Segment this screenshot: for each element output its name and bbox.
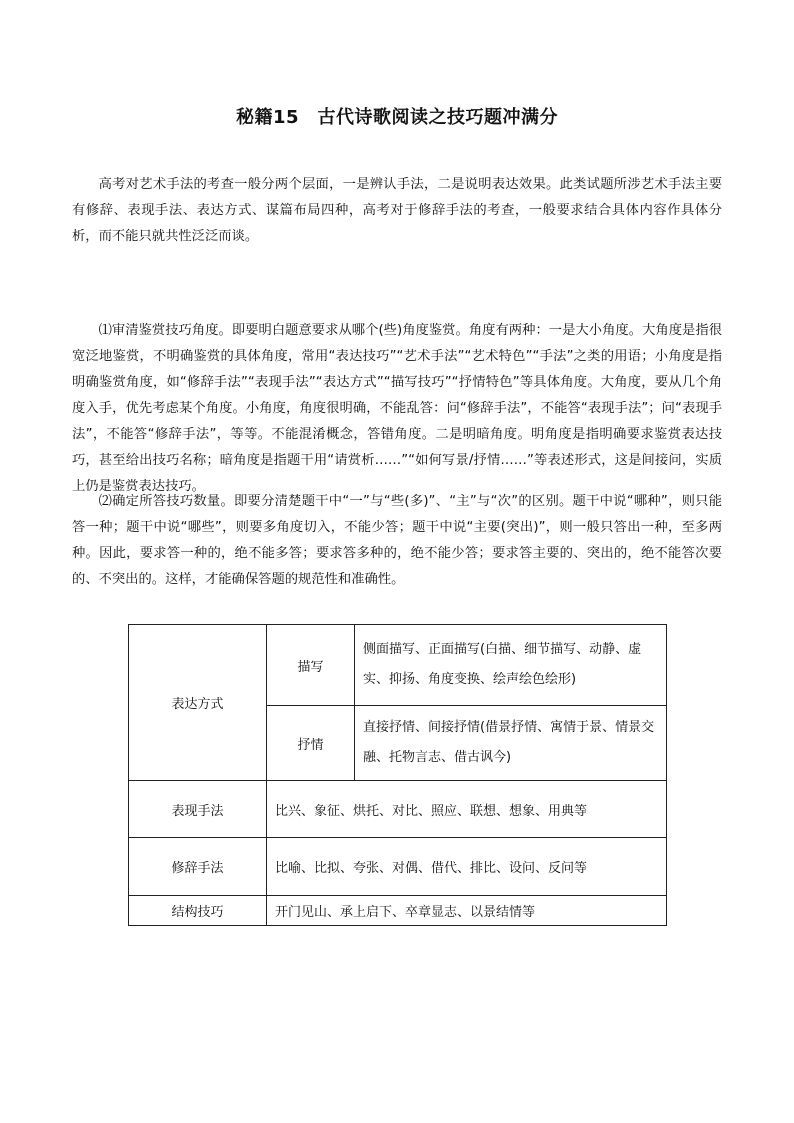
rhetoric-text-cell: 比喻、比拟、夸张、对偶、借代、排比、设问、反问等 <box>267 838 667 896</box>
table-row <box>129 781 667 838</box>
description-label-cell: 描写 <box>267 625 355 706</box>
lyric-label-cell: 抒情 <box>267 706 355 781</box>
table-row <box>129 838 667 896</box>
paragraph-quantity: ⑵确定所答技巧数量。即要分清楚题干中“一”与“些(多)”、“主”与“次”的区别。题干中说“哪种”，则只能答一种；题干中说“哪些”，则要多角度切入，不能少答；题干中说“主要(突出)”，则一般只答出一种，至多两种。因此，要求答一种的，绝不能多答；要求答多种的，绝不能少答；要求答主要的、突出的，绝不能答次要的、不突出的。这样，才能确保答题的规范性和准确性。 <box>72 494 722 587</box>
techniques-table-wrapper <box>128 624 666 926</box>
lyric-text-cell: 直接抒情、间接抒情(借景抒情、寓情于景、情景交融、托物言志、借古讽今) <box>355 706 667 781</box>
performance-text-cell: 比兴、象征、烘托、对比、照应、联想、想象、用典等 <box>267 781 667 838</box>
performance-label-cell: 表现手法 <box>129 781 267 838</box>
techniques-table <box>128 624 667 926</box>
structure-label-cell: 结构技巧 <box>129 896 267 926</box>
rhetoric-label-cell: 修辞手法 <box>129 838 267 896</box>
intro-paragraph: 高考对艺术手法的考查一般分两个层面，一是辨认手法，二是说明表达效果。此类试题所涉艺术手法主要有修辞、表现手法、表达方式、谋篇布局四种，高考对于修辞手法的考查，一般要求结合具体内容作具体分析，而不能只就共性泛泛而谈。 <box>72 177 722 244</box>
paragraph-angle: ⑴审清鉴赏技巧角度。即要明白题意要求从哪个(些)角度鉴赏。角度有两种：一是大小角度。大角度是指很宽泛地鉴赏，不明确鉴赏的具体角度，常用“表达技巧”“艺术手法”“艺术特色”“手法”之类的用语；小角度是指明确鉴赏角度，如“修辞手法”“表现手法”“表达方式”“描写技巧”“抒情特色”等具体角度。大角度，要从几个角度入手，优先考虑某个角度。小角度，角度很明确，不能乱答：问“修辞手法”，不能答“表现手法”；问“表现手法”，不能答“修辞手法”，等等。不能混淆概念，答错角度。二是明暗角度。明角度是指明确要求鉴赏表达技巧，甚至给出技巧名称；暗角度是指题干用“请赏析……”“如何写景/抒情……”等表述形式，这是间接问，实质上仍是鉴赏表达技巧。 <box>72 323 722 494</box>
table-row <box>129 896 667 926</box>
description-text-cell: 侧面描写、正面描写(白描、细节描写、动静、虚实、抑扬、角度变换、绘声绘色绘形) <box>355 625 667 706</box>
structure-text-cell: 开门见山、承上启下、卒章显志、以景结情等 <box>267 896 667 926</box>
expression-label-cell: 表达方式 <box>129 625 267 781</box>
table-row <box>129 625 667 706</box>
page-title: 秘籍15 古代诗歌阅读之技巧题冲满分 <box>235 107 559 128</box>
